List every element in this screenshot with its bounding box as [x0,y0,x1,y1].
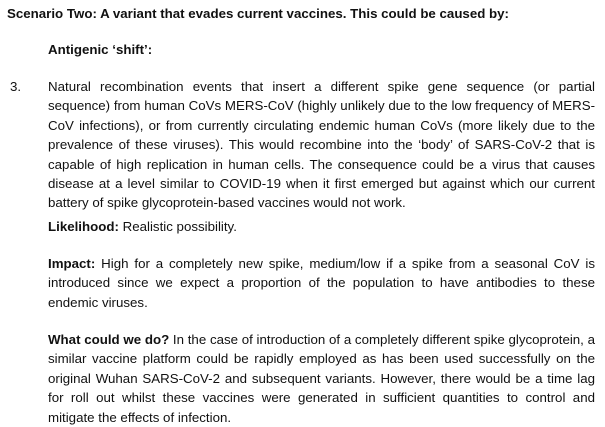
what-could-we-do-paragraph [48,330,595,427]
impact-label: Impact: [48,256,96,271]
likelihood-paragraph [48,217,595,236]
likelihood-text: Realistic possibility. [118,219,237,234]
impact-text: High for a completely new spike, medium/low if a spike from a seasonal CoV is introduced since we expect a proportion of the population to have antibodies to these endemic viruses. [48,256,595,310]
list-item-number: 3. [10,79,22,94]
impact-paragraph [48,254,595,312]
what-could-we-do-label: What could we do? [48,332,170,347]
likelihood-label: Likelihood: [48,219,119,234]
antigenic-shift-subheading: Antigenic ‘shift’: [48,42,153,57]
recombination-paragraph: Natural recombination events that insert a different spike gene sequence (or partial sequence) from human CoVs MERS-CoV (highly unlikely due to the low frequency of MERS-CoV infections), or from currently circulating endemic human CoVs (more likely due to the prevalence of these viruses). This would recombine into the ‘body’ of SARS-CoV-2 that is capable of high replication in human cells. The consequence could be a virus that causes disease at a level similar to COVID-19 when it first emerged but against which our current battery of spike glycoprotein-based vaccines would not work. [48,79,595,211]
scenario-heading: Scenario Two: A variant that evades current vaccines. This could be caused by: [7,6,509,21]
what-could-we-do-text: In the case of introduction of a completely different spike glycoprotein, a similar vaccine platform could be rapidly employed as has been used successfully on the original Wuhan SARS-CoV-2 and subsequent variants. However, there would be a time lag for roll out whilst these vaccines were generated in sufficient quantities to control and mitigate the effects of infection. [48,332,595,425]
